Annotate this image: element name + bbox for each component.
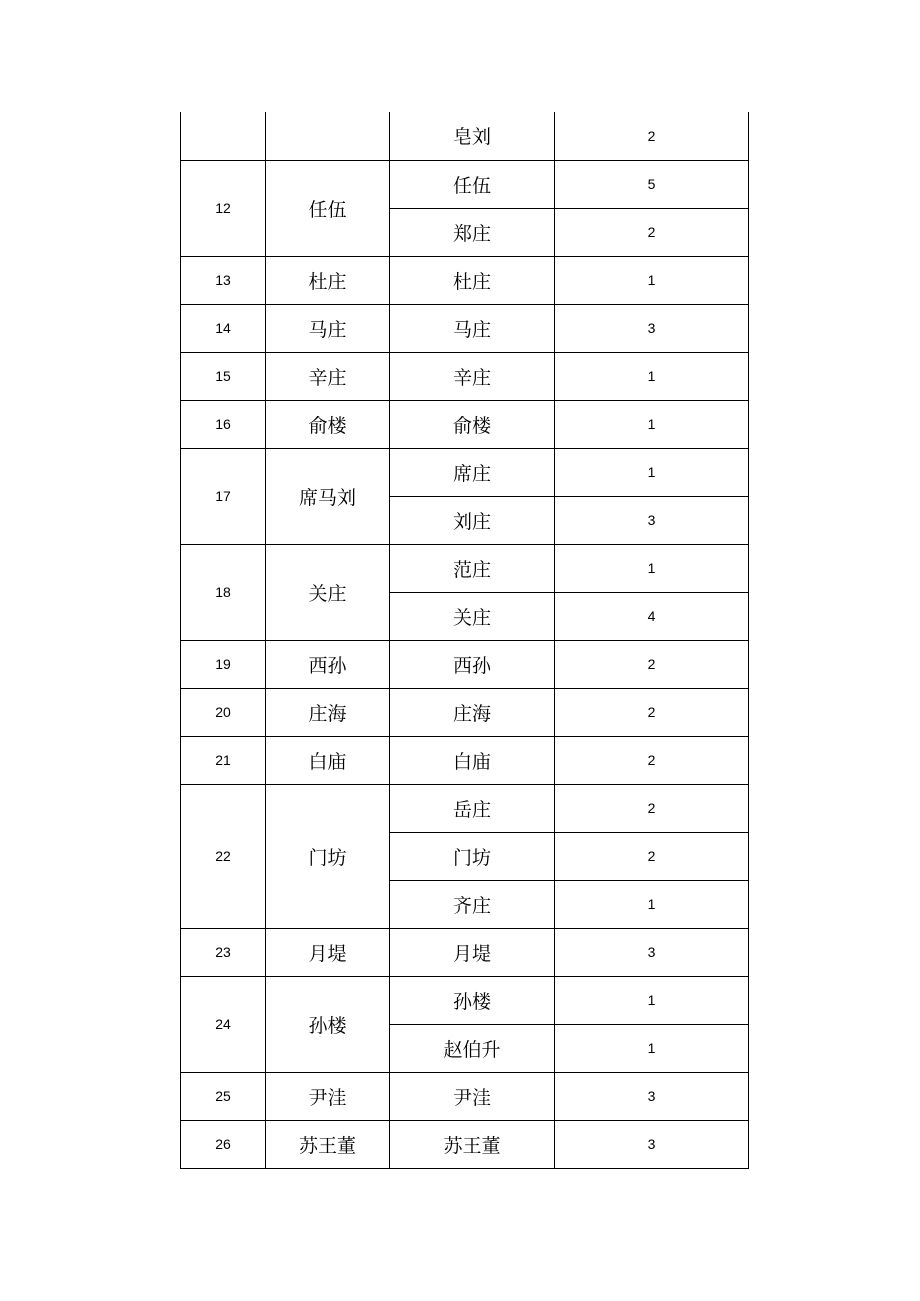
village-name-cell: 岳庄 bbox=[390, 784, 555, 832]
count-cell: 2 bbox=[555, 736, 749, 784]
count-cell: 3 bbox=[555, 1072, 749, 1120]
village-name-cell: 孙楼 bbox=[390, 976, 555, 1024]
village-name-cell: 尹洼 bbox=[390, 1072, 555, 1120]
village-name-cell: 席庄 bbox=[390, 448, 555, 496]
table-row bbox=[181, 400, 749, 448]
count-cell: 2 bbox=[555, 640, 749, 688]
count-cell: 1 bbox=[555, 1024, 749, 1072]
village-table bbox=[180, 112, 749, 1169]
village-name-cell: 皂刘 bbox=[390, 112, 555, 160]
count-cell: 2 bbox=[555, 784, 749, 832]
count-cell: 1 bbox=[555, 544, 749, 592]
count-cell: 3 bbox=[555, 1120, 749, 1168]
count-cell: 1 bbox=[555, 352, 749, 400]
row-number-cell: 15 bbox=[181, 352, 266, 400]
town-name-cell: 西孙 bbox=[266, 640, 390, 688]
row-number-cell: 22 bbox=[181, 784, 266, 928]
table-row bbox=[181, 928, 749, 976]
table-row bbox=[181, 736, 749, 784]
village-name-cell: 任伍 bbox=[390, 160, 555, 208]
town-name-cell: 杜庄 bbox=[266, 256, 390, 304]
table-row bbox=[181, 544, 749, 592]
town-name-cell: 月堤 bbox=[266, 928, 390, 976]
village-name-cell: 辛庄 bbox=[390, 352, 555, 400]
town-name-cell: 门坊 bbox=[266, 784, 390, 928]
town-name-cell: 马庄 bbox=[266, 304, 390, 352]
village-name-cell: 关庄 bbox=[390, 592, 555, 640]
town-name-cell: 席马刘 bbox=[266, 448, 390, 544]
village-name-cell: 杜庄 bbox=[390, 256, 555, 304]
row-number-cell: 21 bbox=[181, 736, 266, 784]
row-number-cell: 24 bbox=[181, 976, 266, 1072]
town-name-cell: 关庄 bbox=[266, 544, 390, 640]
table-row bbox=[181, 160, 749, 208]
row-number-cell: 12 bbox=[181, 160, 266, 256]
town-name-cell: 孙楼 bbox=[266, 976, 390, 1072]
town-name-cell: 苏王董 bbox=[266, 1120, 390, 1168]
row-number-cell: 26 bbox=[181, 1120, 266, 1168]
count-cell: 1 bbox=[555, 976, 749, 1024]
count-cell: 1 bbox=[555, 880, 749, 928]
town-name-cell: 尹洼 bbox=[266, 1072, 390, 1120]
row-number-cell bbox=[181, 112, 266, 160]
village-name-cell: 赵伯升 bbox=[390, 1024, 555, 1072]
row-number-cell: 18 bbox=[181, 544, 266, 640]
town-name-cell: 辛庄 bbox=[266, 352, 390, 400]
count-cell: 2 bbox=[555, 688, 749, 736]
row-number-cell: 17 bbox=[181, 448, 266, 544]
row-number-cell: 20 bbox=[181, 688, 266, 736]
count-cell: 1 bbox=[555, 256, 749, 304]
count-cell: 1 bbox=[555, 400, 749, 448]
village-name-cell: 马庄 bbox=[390, 304, 555, 352]
town-name-cell bbox=[266, 112, 390, 160]
count-cell: 2 bbox=[555, 832, 749, 880]
row-number-cell: 13 bbox=[181, 256, 266, 304]
row-number-cell: 16 bbox=[181, 400, 266, 448]
table-row bbox=[181, 304, 749, 352]
village-name-cell: 范庄 bbox=[390, 544, 555, 592]
table-row bbox=[181, 976, 749, 1024]
village-name-cell: 刘庄 bbox=[390, 496, 555, 544]
town-name-cell: 庄海 bbox=[266, 688, 390, 736]
town-name-cell: 白庙 bbox=[266, 736, 390, 784]
village-name-cell: 郑庄 bbox=[390, 208, 555, 256]
table-row bbox=[181, 256, 749, 304]
table-row bbox=[181, 1120, 749, 1168]
village-name-cell: 门坊 bbox=[390, 832, 555, 880]
row-number-cell: 19 bbox=[181, 640, 266, 688]
table-row bbox=[181, 1072, 749, 1120]
count-cell: 1 bbox=[555, 448, 749, 496]
table-row bbox=[181, 688, 749, 736]
village-name-cell: 白庙 bbox=[390, 736, 555, 784]
count-cell: 5 bbox=[555, 160, 749, 208]
town-name-cell: 俞楼 bbox=[266, 400, 390, 448]
row-number-cell: 14 bbox=[181, 304, 266, 352]
village-name-cell: 齐庄 bbox=[390, 880, 555, 928]
table-body bbox=[181, 112, 749, 1168]
village-name-cell: 苏王董 bbox=[390, 1120, 555, 1168]
table-row bbox=[181, 784, 749, 832]
table-row bbox=[181, 112, 749, 160]
count-cell: 3 bbox=[555, 928, 749, 976]
count-cell: 3 bbox=[555, 304, 749, 352]
table-row bbox=[181, 640, 749, 688]
town-name-cell: 任伍 bbox=[266, 160, 390, 256]
count-cell: 2 bbox=[555, 112, 749, 160]
village-name-cell: 月堤 bbox=[390, 928, 555, 976]
count-cell: 3 bbox=[555, 496, 749, 544]
count-cell: 2 bbox=[555, 208, 749, 256]
table-row bbox=[181, 448, 749, 496]
village-name-cell: 西孙 bbox=[390, 640, 555, 688]
village-name-cell: 庄海 bbox=[390, 688, 555, 736]
count-cell: 4 bbox=[555, 592, 749, 640]
row-number-cell: 25 bbox=[181, 1072, 266, 1120]
table-row bbox=[181, 352, 749, 400]
village-name-cell: 俞楼 bbox=[390, 400, 555, 448]
row-number-cell: 23 bbox=[181, 928, 266, 976]
